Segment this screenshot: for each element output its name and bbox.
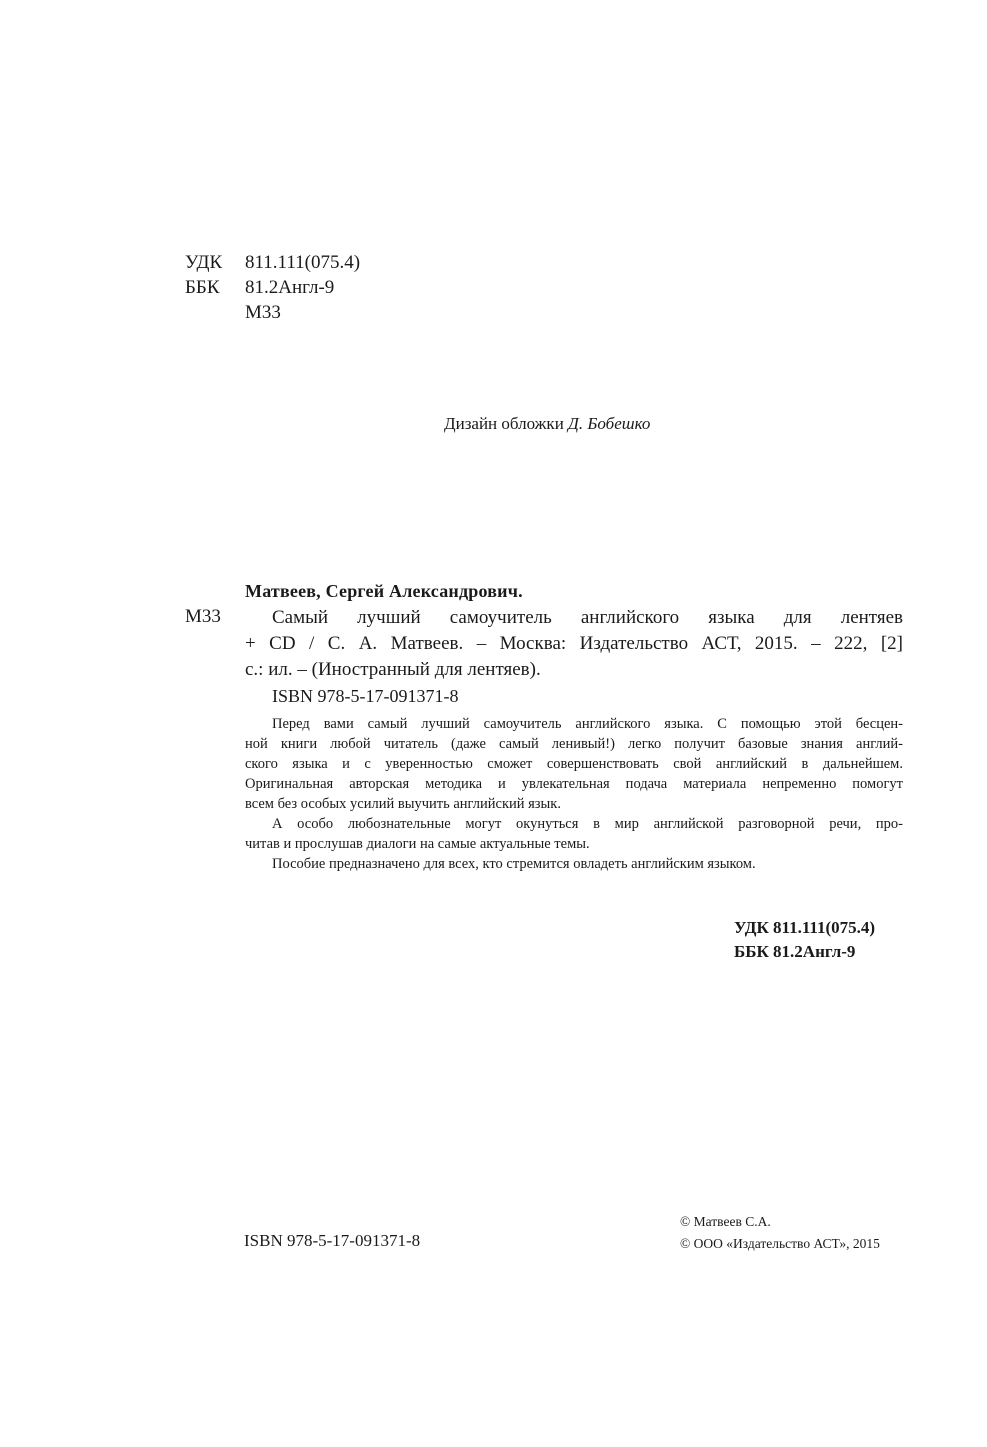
bbk-row (0, 276, 987, 300)
annotation-line: Оригинальная авторская методика и увлекательная подача материала непременно помогут (245, 776, 903, 792)
cover-credit (444, 414, 650, 434)
index-bbk: ББК 81.2Англ-9 (734, 942, 856, 961)
annotation-line: всем без особых усилий выучить английский язык. (245, 796, 561, 812)
annotation-line: читав и прослушав диалоги на самые актуальные темы. (245, 836, 590, 852)
cover-designer-name: Д. Бобешко (568, 414, 651, 433)
cutter-code: М33 (245, 302, 281, 323)
annotation-line: ной книги любой читатель (даже самый ленивый!) легко получит базовые знания англий- (245, 736, 903, 752)
copyright-publisher: © ООО «Издательство АСТ», 2015 (680, 1236, 880, 1251)
annotation-line: Перед вами самый лучший самоучитель английского языка. С помощью этой бесцен- (272, 716, 903, 732)
bbk-label: ББК (185, 277, 220, 298)
annotation-line: ского языка и с уверенностью сможет совершенствовать свой английский в дальнейшем. (245, 756, 903, 772)
udk-value: 811.111(075.4) (245, 252, 361, 273)
footer-isbn: ISBN 978-5-17-091371-8 (244, 1231, 421, 1250)
annotation-line: А особо любознательные могут окунуться в мир английской разговорной речи, про- (272, 816, 903, 832)
index-udk: УДК 811.111(075.4) (734, 918, 876, 937)
copyright-author: © Матвеев С.А. (680, 1214, 771, 1229)
description-line: Самый лучший самоучитель английского языка для лентяев (272, 607, 903, 628)
bbk-value: 81.2Англ-9 (245, 277, 335, 298)
author-heading: Матвеев, Сергей Александрович. (245, 581, 523, 601)
annotation-line: Пособие предназначено для всех, кто стремится овладеть английским языком. (272, 856, 756, 872)
cutter-mark: М33 (185, 606, 221, 627)
description-line: + CD / С. А. Матвеев. – Москва: Издательство АСТ, 2015. – 222, [2] (245, 633, 903, 654)
isbn-record: ISBN 978-5-17-091371-8 (272, 686, 459, 706)
cover-credit-label: Дизайн обложки (444, 414, 564, 433)
description-line: с.: ил. – (Иностранный для лентяев). (245, 659, 541, 680)
udk-row (0, 251, 987, 275)
udk-label: УДК (185, 252, 223, 273)
cutter-row (0, 301, 987, 325)
